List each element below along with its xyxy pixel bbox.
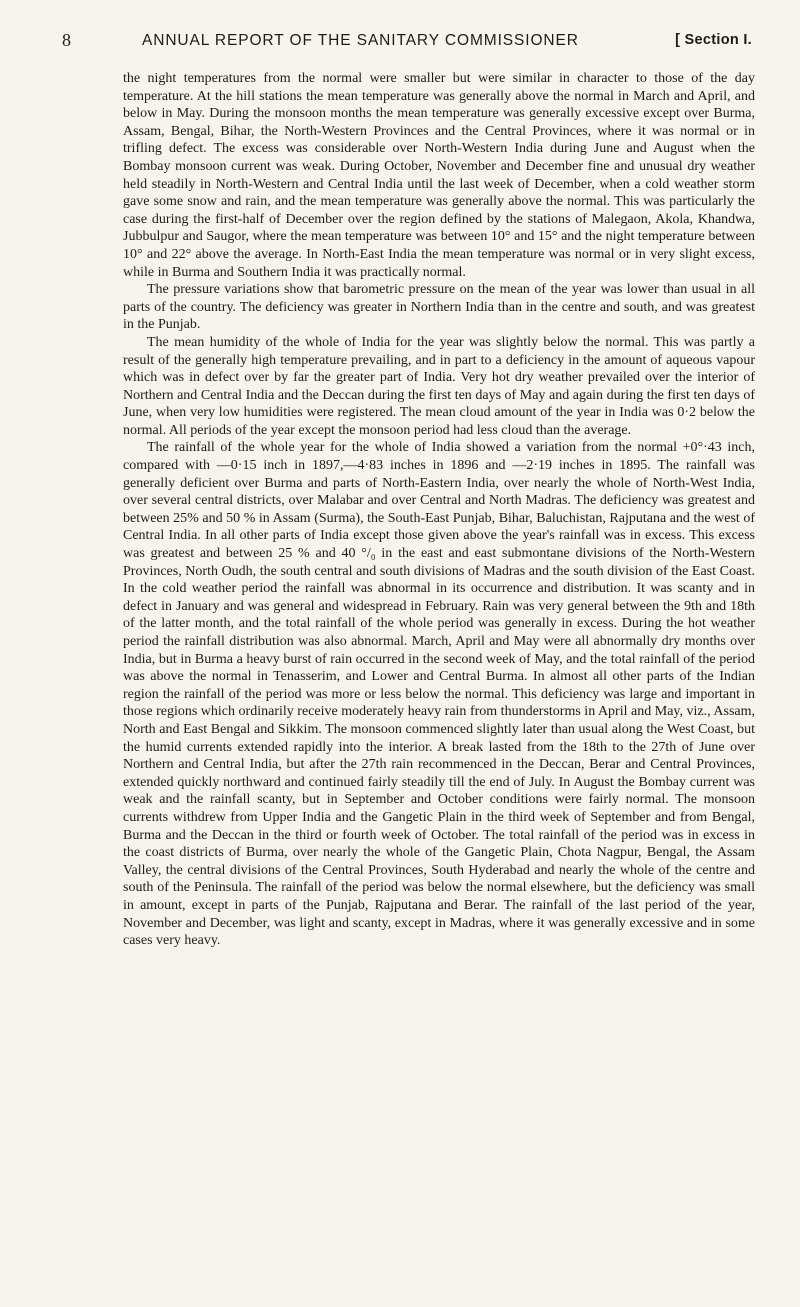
paragraph-rainfall: The rainfall of the whole year for the whole of India showed a variation from the normal +0°·43 inch, compared with —0·15 inch in 1897,—4·83 inches in 1896 and —2·19 inches in 1895. The rainfall was generally deficient over Burma and parts of North-Eastern India, over nearly the whole of North-West India, over several central districts, over Malabar and over Central and North Madras. The deficiency was greatest and between 25% and 50 % in Assam (Surma), the South-East Punjab, Bihar, Baluchistan, Rajputana and the west of Central India. In all other parts of India except those given above the year's rainfall was in excess. This excess was greatest and between 25 % and 40 °/₀ in the east and east submontane divisions of the North-Western Provinces, North Oudh, the south central and south divisions of Madras and the south division of the East Coast. In the cold weather period the rainfall was abnormal in its occurrence and distribution. It was scanty and in defect in January and was general and widespread in February. Rain was very general between the 9th and 18th of the latter month, and the total rainfall of the whole period was generally in excess. During the hot weather period the rainfall distribution was also abnormal. March, April and May were all abnormally dry months over India, but in Burma a heavy burst of rain occurred in the second week of May, and the total rainfall of the period was above the normal in Tenasserim, and Lower and Central Burma. In almost all other parts of the Indian region the rainfall of the period was more or less below the normal. This deficiency was large and important in those regions which ordinarily receive moderately heavy rain from thunderstorms in April and May, viz., Assam, North and East Bengal and Sikkim. The monsoon commenced slightly later than usual along the West Coast, but the humid currents extended rapidly into the interior. A break lasted from the 18th to the 27th of June over Northern and Central India, but after the 27th rain recommenced in the Deccan, Berar and Central Provinces, extended quickly northward and continued fairly steadily till the end of July. In August the Bombay current was weak and the rainfall scanty, but in September and October conditions were fairly normal. The monsoon currents withdrew from Upper India and the Gangetic Plain in the third week of September and from Bengal, Burma and the Deccan in the third or fourth week of October. The total rainfall of the period was in excess in the coast districts of Burma, over nearly the whole of the Gangetic Plain, Chota Nagpur, Bengal, the Assam Valley, the central divisions of the Central Provinces, South Hyderabad and nearly the whole of the centre and south of the Peninsula. The rainfall of the period was below the normal elsewhere, but the deficiency was small in amount, except in parts of the Punjab, Rajputana and Berar. The rainfall of the last period of the year, November and December, was light and scanty, except in Madras, where it was generally excessive and in some cases very heavy. [123, 440, 755, 949]
section-label: [ Section I. [675, 32, 752, 48]
page-number: 8 [62, 30, 72, 50]
running-title: ANNUAL REPORT OF THE SANITARY COMMISSIONER [142, 32, 579, 49]
paragraph-pressure: The pressure variations show that barometric pressure on the mean of the year was lower than usual in all parts of the country. The deficiency was greater in Northern India than in the centre and south, and was greatest in the Punjab. [123, 282, 755, 333]
page-header [62, 30, 752, 56]
body-text [123, 70, 755, 950]
paragraph-temperature: the night temperatures from the normal were smaller but were similar in character to those of the day temperature. At the hill stations the mean temperature was generally above the normal in March and April, and below in May. During the monsoon months the mean temperature was generally excessive except over Burma, Assam, Bengal, Bihar, the North-Western Provinces and the Central Provinces, where it was normal or in trifling defect. The excess was considerable over North-Western India during June and August when the Bombay monsoon current was weak. During October, November and December fine and unusual dry weather held steadily in North-Western and Central India until the last week of December, when a cold weather storm gave some snow and rain, and the mean temperature was generally above the normal. This was particularly the case during the first-half of December over the region defined by the stations of Malegaon, Akola, Khandwa, Jubbulpur and Saugor, where the mean temperature was between 10° and 15° and the night temperature between 10° and 22° above the average. In North-East India the mean temperature was normal or in very slight excess, while in Burma and Southern India it was practically normal. [123, 71, 755, 280]
paragraph-humidity: The mean humidity of the whole of India for the year was slightly below the normal. This was partly a result of the generally high temperature prevailing, and in part to a deficiency in the amount of aqueous vapour which was in defect over by far the greater part of India. Very hot dry weather prevailed over the interior of Northern and Central India and the Deccan during the first ten days of May and again during the first ten days of June, when very low humidities were registered. The mean cloud amount of the year in India was 0·2 below the normal. All periods of the year except the monsoon period had less cloud than the average. [123, 334, 755, 438]
